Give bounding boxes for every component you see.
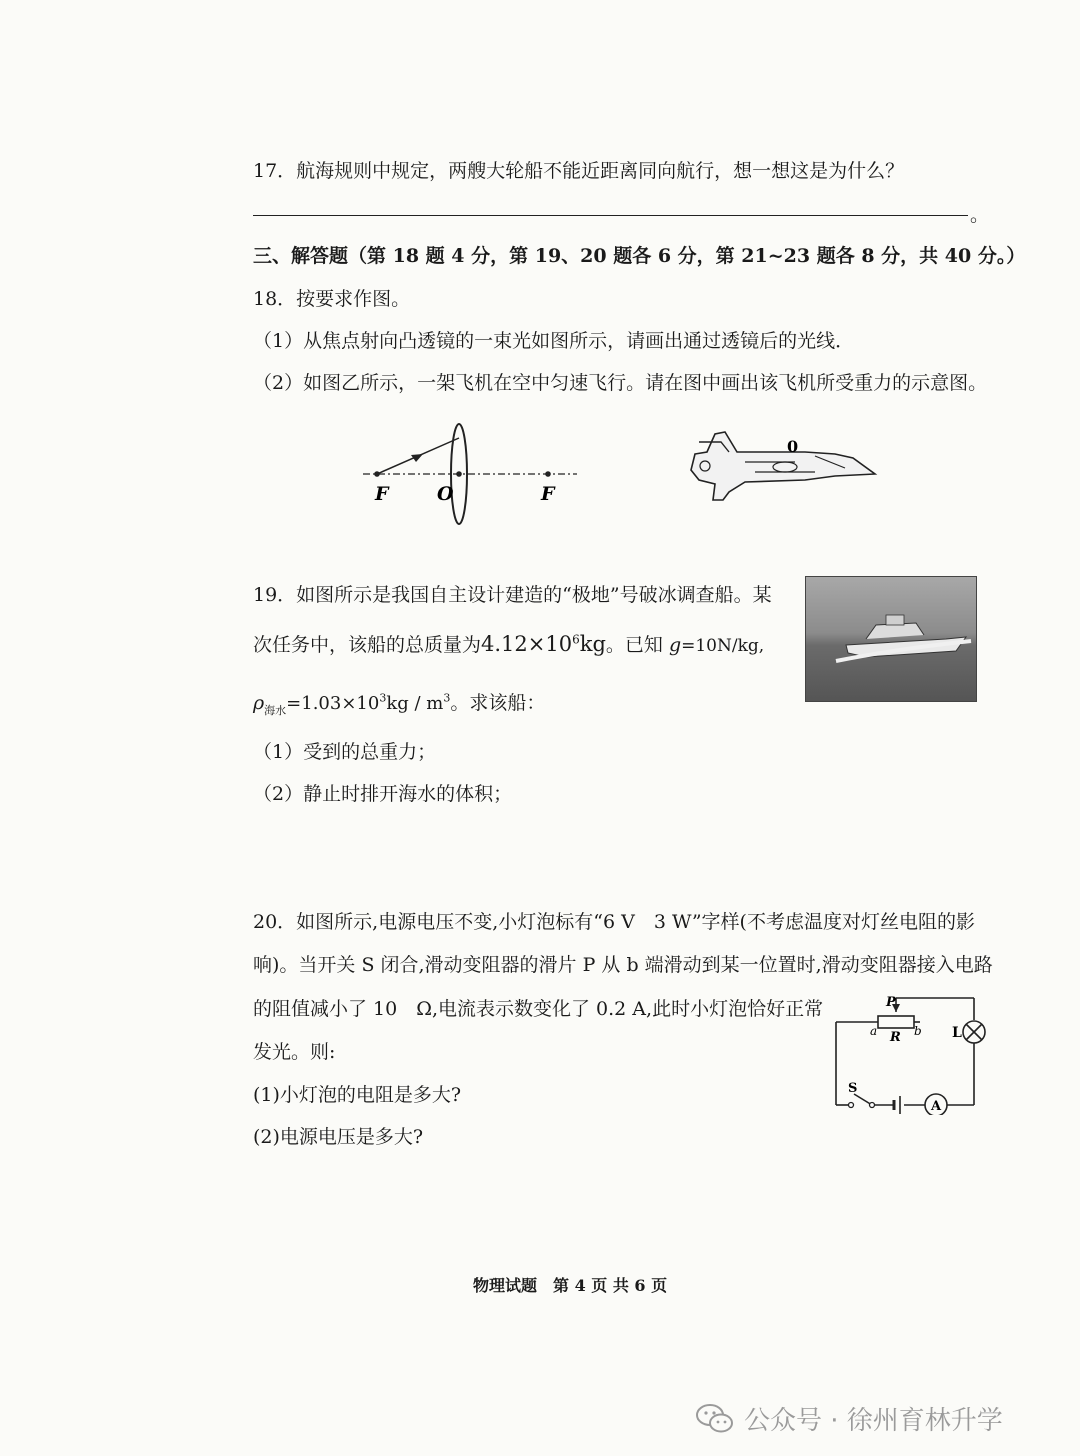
rheostat-label: R: [890, 1030, 901, 1045]
section-heading: 三、解答题（第 18 题 4 分，第 19、20 题各 6 分，第 21~23 题各 8 分，共 40 分。）: [253, 245, 1026, 267]
answer-end-mark: 。: [970, 204, 990, 226]
q19-line2: 次任务中，该船的总质量为$4.12\times 10^6kg$。已知 g=10N/kg,: [253, 632, 765, 656]
q20-line1: 20．如图所示,电源电压不变,小灯泡标有“6 V 3 W”字样(不考虑温度对灯丝电阻的影: [253, 911, 975, 933]
icebreaker-ship-photo: [805, 576, 977, 702]
airplane-center-label: 0: [787, 437, 799, 456]
rheostat-end-b: b: [914, 1024, 922, 1038]
ammeter-label: A: [931, 1099, 942, 1114]
q17-text: 17．航海规则中规定，两艘大轮船不能近距离同向航行，想一想这是为什么？: [253, 160, 905, 182]
q20-part1: (1)小灯泡的电阻是多大?: [253, 1084, 462, 1106]
switch-label: S: [848, 1081, 858, 1096]
q20-part2: (2)电源电压是多大?: [253, 1126, 424, 1148]
watermark-text: 公众号 · 徐州育林升学: [744, 1406, 1003, 1436]
q18-part1: （1）从焦点射向凸透镜的一束光如图所示，请画出通过透镜后的光线．: [253, 330, 855, 352]
circuit-diagram: [828, 990, 988, 1115]
optical-center-point: [456, 471, 462, 477]
optical-center-label: O: [437, 483, 454, 505]
q19-line1: 19．如图所示是我国自主设计建造的“极地”号破冰调查船。某: [253, 584, 772, 606]
q18-part2: （2）如图乙所示，一架飞机在空中匀速飞行。请在图中画出该飞机所受重力的示意图。: [253, 372, 988, 394]
answer-line: [253, 215, 968, 216]
ship-icon: [806, 577, 976, 701]
q19-part2: （2）静止时排开海水的体积；: [253, 783, 513, 805]
focus-right-label: F: [541, 483, 555, 505]
rheostat-end-a: a: [870, 1024, 878, 1038]
lamp-label: L: [952, 1025, 962, 1041]
focus-left-label: F: [375, 483, 389, 505]
slider-label: P: [886, 995, 896, 1010]
rheostat-icon: [878, 1016, 914, 1028]
q19-part1: （1）受到的总重力；: [253, 741, 437, 763]
convex-lens-diagram: [355, 420, 595, 530]
focus-right-point: [545, 471, 551, 477]
q20-line2: 响)。当开关 S 闭合,滑动变阻器的滑片 P 从 b 端滑动到某一位置时,滑动变阻器接入电路: [253, 954, 993, 976]
q20-line3: 的阻值减小了 10 Ω,电流表示数变化了 0.2 A,此时小灯泡恰好正常: [253, 998, 824, 1020]
q20-line4: 发光。则:: [253, 1041, 336, 1063]
page-footer: 物理试题 第 4 页 共 6 页: [473, 1276, 668, 1295]
q19-line3: $\rho_{海水}=1.03\times 10^3kg / m^3$。求该船：: [253, 691, 546, 717]
q18-title: 18．按要求作图。: [253, 288, 411, 310]
mass-value: 4.12×10: [481, 632, 573, 656]
wechat-icon: [696, 1402, 734, 1436]
airplane-diagram: [685, 422, 885, 507]
